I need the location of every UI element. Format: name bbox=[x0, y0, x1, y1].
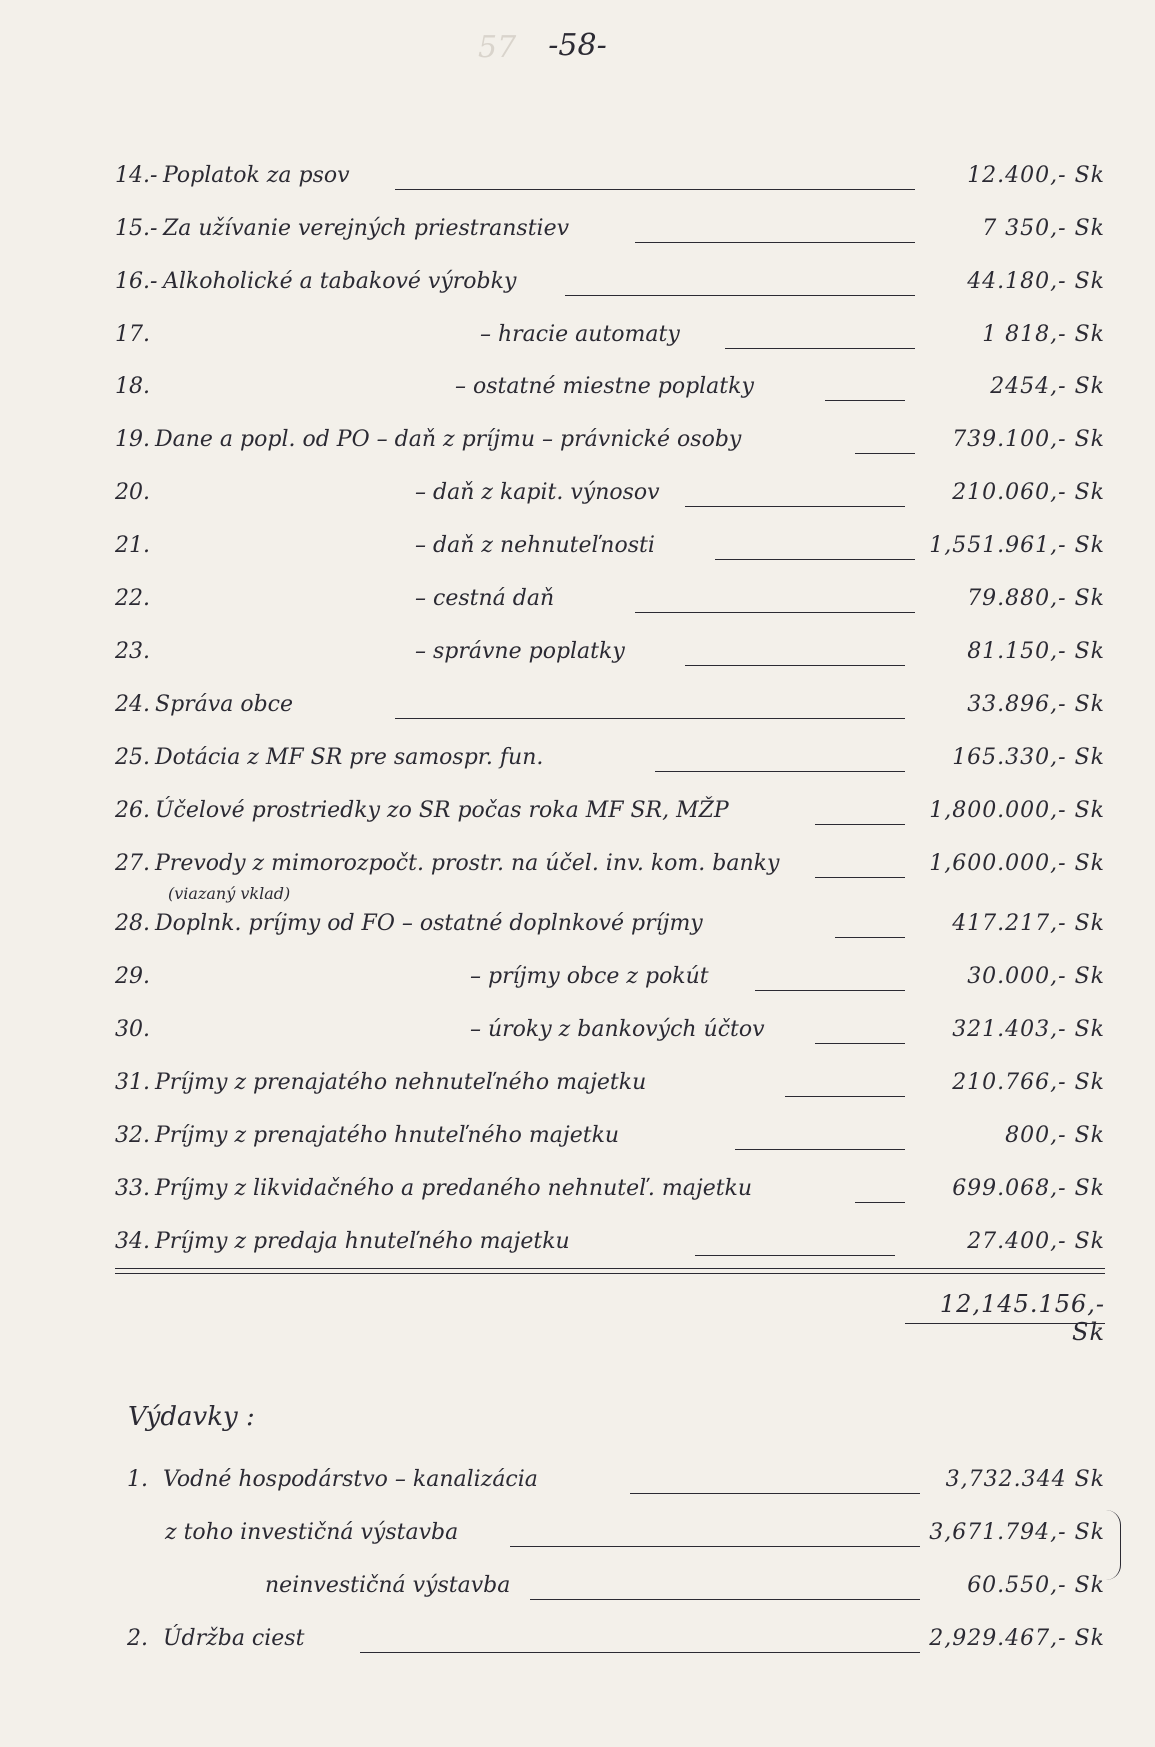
row-label: Príjmy z prenajatého nehnuteľného majetku bbox=[155, 1070, 647, 1095]
page-number: -58- bbox=[548, 28, 607, 63]
row-number: 24. bbox=[115, 692, 150, 717]
row-amount: 79.880,- Sk bbox=[967, 586, 1105, 611]
leader-line bbox=[685, 506, 905, 507]
list-item bbox=[115, 1222, 1105, 1262]
row-number: 20. bbox=[115, 480, 150, 505]
row-number: 23. bbox=[115, 639, 150, 664]
row-label: Vodné hospodárstvo – kanalizácia bbox=[163, 1467, 538, 1492]
row-label: z toho investičná výstavba bbox=[165, 1520, 459, 1545]
row-amount: 210.060,- Sk bbox=[952, 480, 1105, 505]
row-label: – ostatné miestne poplatky bbox=[455, 374, 754, 399]
row-number: 32. bbox=[115, 1123, 150, 1148]
leader-line bbox=[725, 348, 915, 349]
row-amount: 2454,- Sk bbox=[990, 374, 1105, 399]
row-label: Alkoholické a tabakové výrobky bbox=[163, 269, 517, 294]
leader-line bbox=[565, 295, 915, 296]
leader-line bbox=[815, 824, 905, 825]
row-amount: 30.000,- Sk bbox=[967, 964, 1105, 989]
row-amount: 44.180,- Sk bbox=[967, 269, 1105, 294]
leader-line bbox=[825, 400, 905, 401]
leader-line bbox=[635, 242, 915, 243]
row-number: 31. bbox=[115, 1070, 150, 1095]
row-number: 19. bbox=[115, 427, 150, 452]
leader-line bbox=[655, 771, 905, 772]
row-sublabel: (viazaný vklad) bbox=[168, 884, 291, 903]
row-amount: 699.068,- Sk bbox=[952, 1176, 1105, 1201]
row-label: – správne poplatky bbox=[415, 639, 625, 664]
list-item bbox=[115, 1010, 1105, 1050]
row-label: – hracie automaty bbox=[480, 322, 680, 347]
row-label: Poplatok za psov bbox=[163, 163, 350, 188]
list-item bbox=[115, 367, 1105, 407]
leader-line bbox=[630, 1493, 920, 1494]
row-label: Účelové prostriedky zo SR počas roka MF SR, MŽP bbox=[155, 798, 729, 823]
row-number: 33. bbox=[115, 1176, 150, 1201]
row-number: 14.- bbox=[115, 163, 158, 188]
row-label: neinvestičná výstavba bbox=[265, 1573, 511, 1598]
row-amount: 739.100,- Sk bbox=[952, 427, 1105, 452]
leader-line bbox=[395, 718, 905, 719]
leader-line bbox=[530, 1599, 920, 1600]
row-number: 29. bbox=[115, 964, 150, 989]
leader-line bbox=[715, 559, 915, 560]
row-amount: 1,551.961,- Sk bbox=[929, 533, 1105, 558]
row-label: Dane a popl. od PO – daň z príjmu – právnické osoby bbox=[155, 427, 742, 452]
bleed-through-page-number: 57 bbox=[478, 30, 517, 65]
list-item bbox=[115, 1116, 1105, 1156]
row-amount: 33.896,- Sk bbox=[967, 692, 1105, 717]
row-label: Údržba ciest bbox=[163, 1626, 305, 1651]
row-number: 22. bbox=[115, 586, 150, 611]
row-label: – príjmy obce z pokút bbox=[470, 964, 709, 989]
row-number: 27. bbox=[115, 851, 150, 876]
row-number: 16.- bbox=[115, 269, 158, 294]
row-number: 34. bbox=[115, 1229, 150, 1254]
leader-line bbox=[695, 1255, 895, 1256]
total-underline bbox=[905, 1323, 1105, 1324]
leader-line bbox=[785, 1096, 905, 1097]
row-number: 30. bbox=[115, 1017, 150, 1042]
row-amount: 27.400,- Sk bbox=[967, 1229, 1105, 1254]
row-number: 28. bbox=[115, 911, 150, 936]
row-label: – cestná daň bbox=[415, 586, 555, 611]
row-amount: 81.150,- Sk bbox=[967, 639, 1105, 664]
row-amount: 3,671.794,- Sk bbox=[929, 1520, 1105, 1545]
row-label: – daň z kapit. výnosov bbox=[415, 480, 660, 505]
row-amount: 7 350,- Sk bbox=[982, 216, 1105, 241]
row-number: 18. bbox=[115, 374, 150, 399]
row-label: Doplnk. príjmy od FO – ostatné doplnkové príjmy bbox=[155, 911, 703, 936]
list-item bbox=[115, 1460, 1105, 1500]
row-amount: 1,600.000,- Sk bbox=[929, 851, 1105, 876]
row-amount: 2,929.467,- Sk bbox=[929, 1626, 1105, 1651]
leader-line bbox=[815, 1043, 905, 1044]
leader-line bbox=[835, 937, 905, 938]
list-item bbox=[115, 1566, 1105, 1606]
list-item bbox=[115, 738, 1105, 778]
row-label: Za užívanie verejných priestranstiev bbox=[163, 216, 570, 241]
row-number: 21. bbox=[115, 533, 150, 558]
leader-line bbox=[815, 877, 905, 878]
row-label: Príjmy z predaja hnuteľného majetku bbox=[155, 1229, 570, 1254]
list-item bbox=[115, 791, 1105, 831]
row-amount: 1,800.000,- Sk bbox=[929, 798, 1105, 823]
row-amount: 1 818,- Sk bbox=[982, 322, 1105, 347]
list-item bbox=[115, 526, 1105, 566]
row-label: Prevody z mimorozpočt. prostr. na účel. inv. kom. banky bbox=[155, 851, 780, 876]
list-item bbox=[115, 473, 1105, 513]
list-item bbox=[115, 156, 1105, 196]
list-item bbox=[115, 632, 1105, 672]
list-item bbox=[115, 904, 1105, 944]
list-item bbox=[115, 579, 1105, 619]
list-item bbox=[115, 262, 1105, 302]
row-label: Príjmy z likvidačného a predaného nehnuteľ. majetku bbox=[155, 1176, 753, 1201]
leader-line bbox=[735, 1149, 905, 1150]
row-amount: 12.400,- Sk bbox=[967, 163, 1105, 188]
row-amount: 800,- Sk bbox=[1005, 1123, 1105, 1148]
row-amount: 3,732.344 Sk bbox=[945, 1467, 1105, 1492]
list-item bbox=[115, 209, 1105, 249]
leader-line bbox=[685, 665, 905, 666]
row-label: Príjmy z prenajatého hnuteľného majetku bbox=[155, 1123, 620, 1148]
leader-line bbox=[395, 189, 915, 190]
row-number: 1. bbox=[127, 1467, 148, 1492]
leader-line bbox=[360, 1652, 920, 1653]
total-double-rule bbox=[115, 1268, 1105, 1274]
curly-brace bbox=[1106, 1510, 1121, 1580]
list-item bbox=[115, 844, 1105, 884]
row-label: – daň z nehnuteľnosti bbox=[415, 533, 655, 558]
leader-line bbox=[755, 990, 905, 991]
list-item bbox=[115, 685, 1105, 725]
row-number: 15.- bbox=[115, 216, 158, 241]
list-item bbox=[115, 1169, 1105, 1209]
leader-line bbox=[855, 1202, 905, 1203]
row-amount: 321.403,- Sk bbox=[952, 1017, 1105, 1042]
list-item bbox=[115, 315, 1105, 355]
row-number: 17. bbox=[115, 322, 150, 347]
row-label: Dotácia z MF SR pre samospr. fun. bbox=[155, 745, 544, 770]
row-label: Správa obce bbox=[155, 692, 293, 717]
row-number: 25. bbox=[115, 745, 150, 770]
row-number: 2. bbox=[127, 1626, 148, 1651]
row-label: – úroky z bankových účtov bbox=[470, 1017, 765, 1042]
list-item bbox=[115, 1619, 1105, 1659]
row-amount: 165.330,- Sk bbox=[952, 745, 1105, 770]
expenses-heading: Výdavky : bbox=[128, 1402, 255, 1432]
row-number: 26. bbox=[115, 798, 150, 823]
list-item bbox=[115, 1063, 1105, 1103]
list-item bbox=[115, 420, 1105, 460]
row-amount: 60.550,- Sk bbox=[967, 1573, 1105, 1598]
income-total: 12,145.156,- Sk bbox=[939, 1290, 1105, 1346]
row-amount: 210.766,- Sk bbox=[952, 1070, 1105, 1095]
list-item bbox=[115, 1513, 1105, 1553]
leader-line bbox=[510, 1546, 920, 1547]
leader-line bbox=[855, 453, 915, 454]
list-item bbox=[115, 957, 1105, 997]
leader-line bbox=[635, 612, 915, 613]
row-amount: 417.217,- Sk bbox=[952, 911, 1105, 936]
